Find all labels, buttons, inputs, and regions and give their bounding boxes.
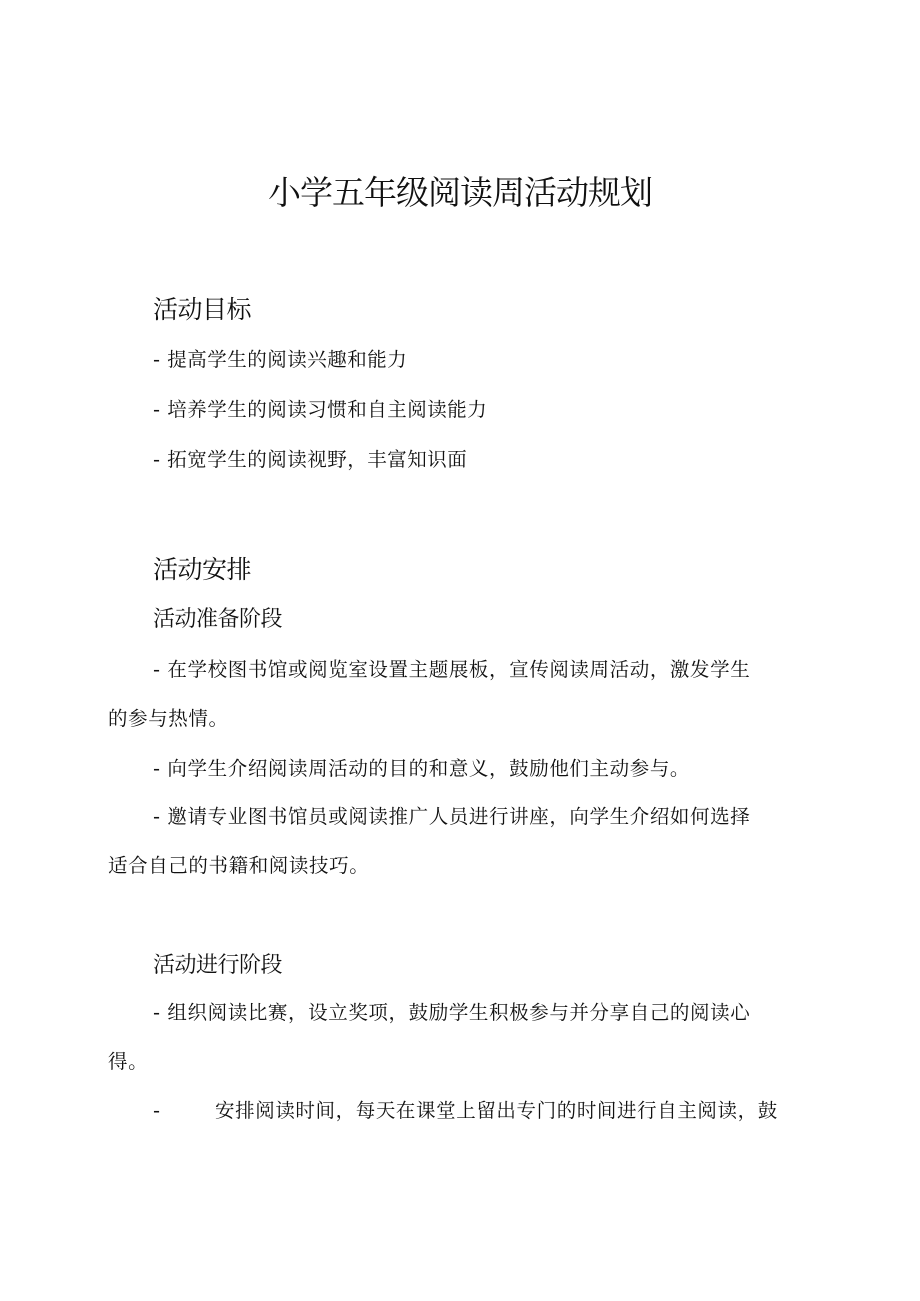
progress-paragraph-line: - 安排阅读时间，每天在课堂上留出专门的时间进行自主阅读，鼓 (153, 1099, 778, 1122)
progress-stage-heading: 活动进行阶段 (153, 953, 283, 978)
goal-item: - 提高学生的阅读兴趣和能力 (153, 348, 408, 371)
progress-paragraph-line: 得。 (108, 1050, 149, 1073)
prep-paragraph-line: - 向学生介绍阅读周活动的目的和意义，鼓励他们主动参与。 (153, 757, 691, 780)
prep-paragraph-line: - 邀请专业图书馆员或阅读推广人员进行讲座，向学生介绍如何选择 (153, 805, 751, 828)
prep-paragraph-line: 适合自己的书籍和阅读技巧。 (108, 854, 370, 877)
prep-paragraph-line: - 在学校图书馆或阅览室设置主题展板，宣传阅读周活动，激发学生 (153, 658, 751, 681)
goal-item: - 拓宽学生的阅读视野，丰富知识面 (153, 448, 468, 471)
document-title: 小学五年级阅读周活动规划 (268, 173, 652, 212)
prep-paragraph-line: 的参与热情。 (108, 707, 229, 730)
prep-stage-heading: 活动准备阶段 (153, 607, 283, 632)
progress-paragraph-line: - 组织阅读比赛，设立奖项，鼓励学生积极参与并分享自己的阅读心 (153, 1001, 751, 1024)
goal-item: - 培养学生的阅读习惯和自主阅读能力 (153, 398, 488, 421)
goals-heading: 活动目标 (153, 295, 252, 324)
arrangement-heading: 活动安排 (153, 555, 252, 584)
